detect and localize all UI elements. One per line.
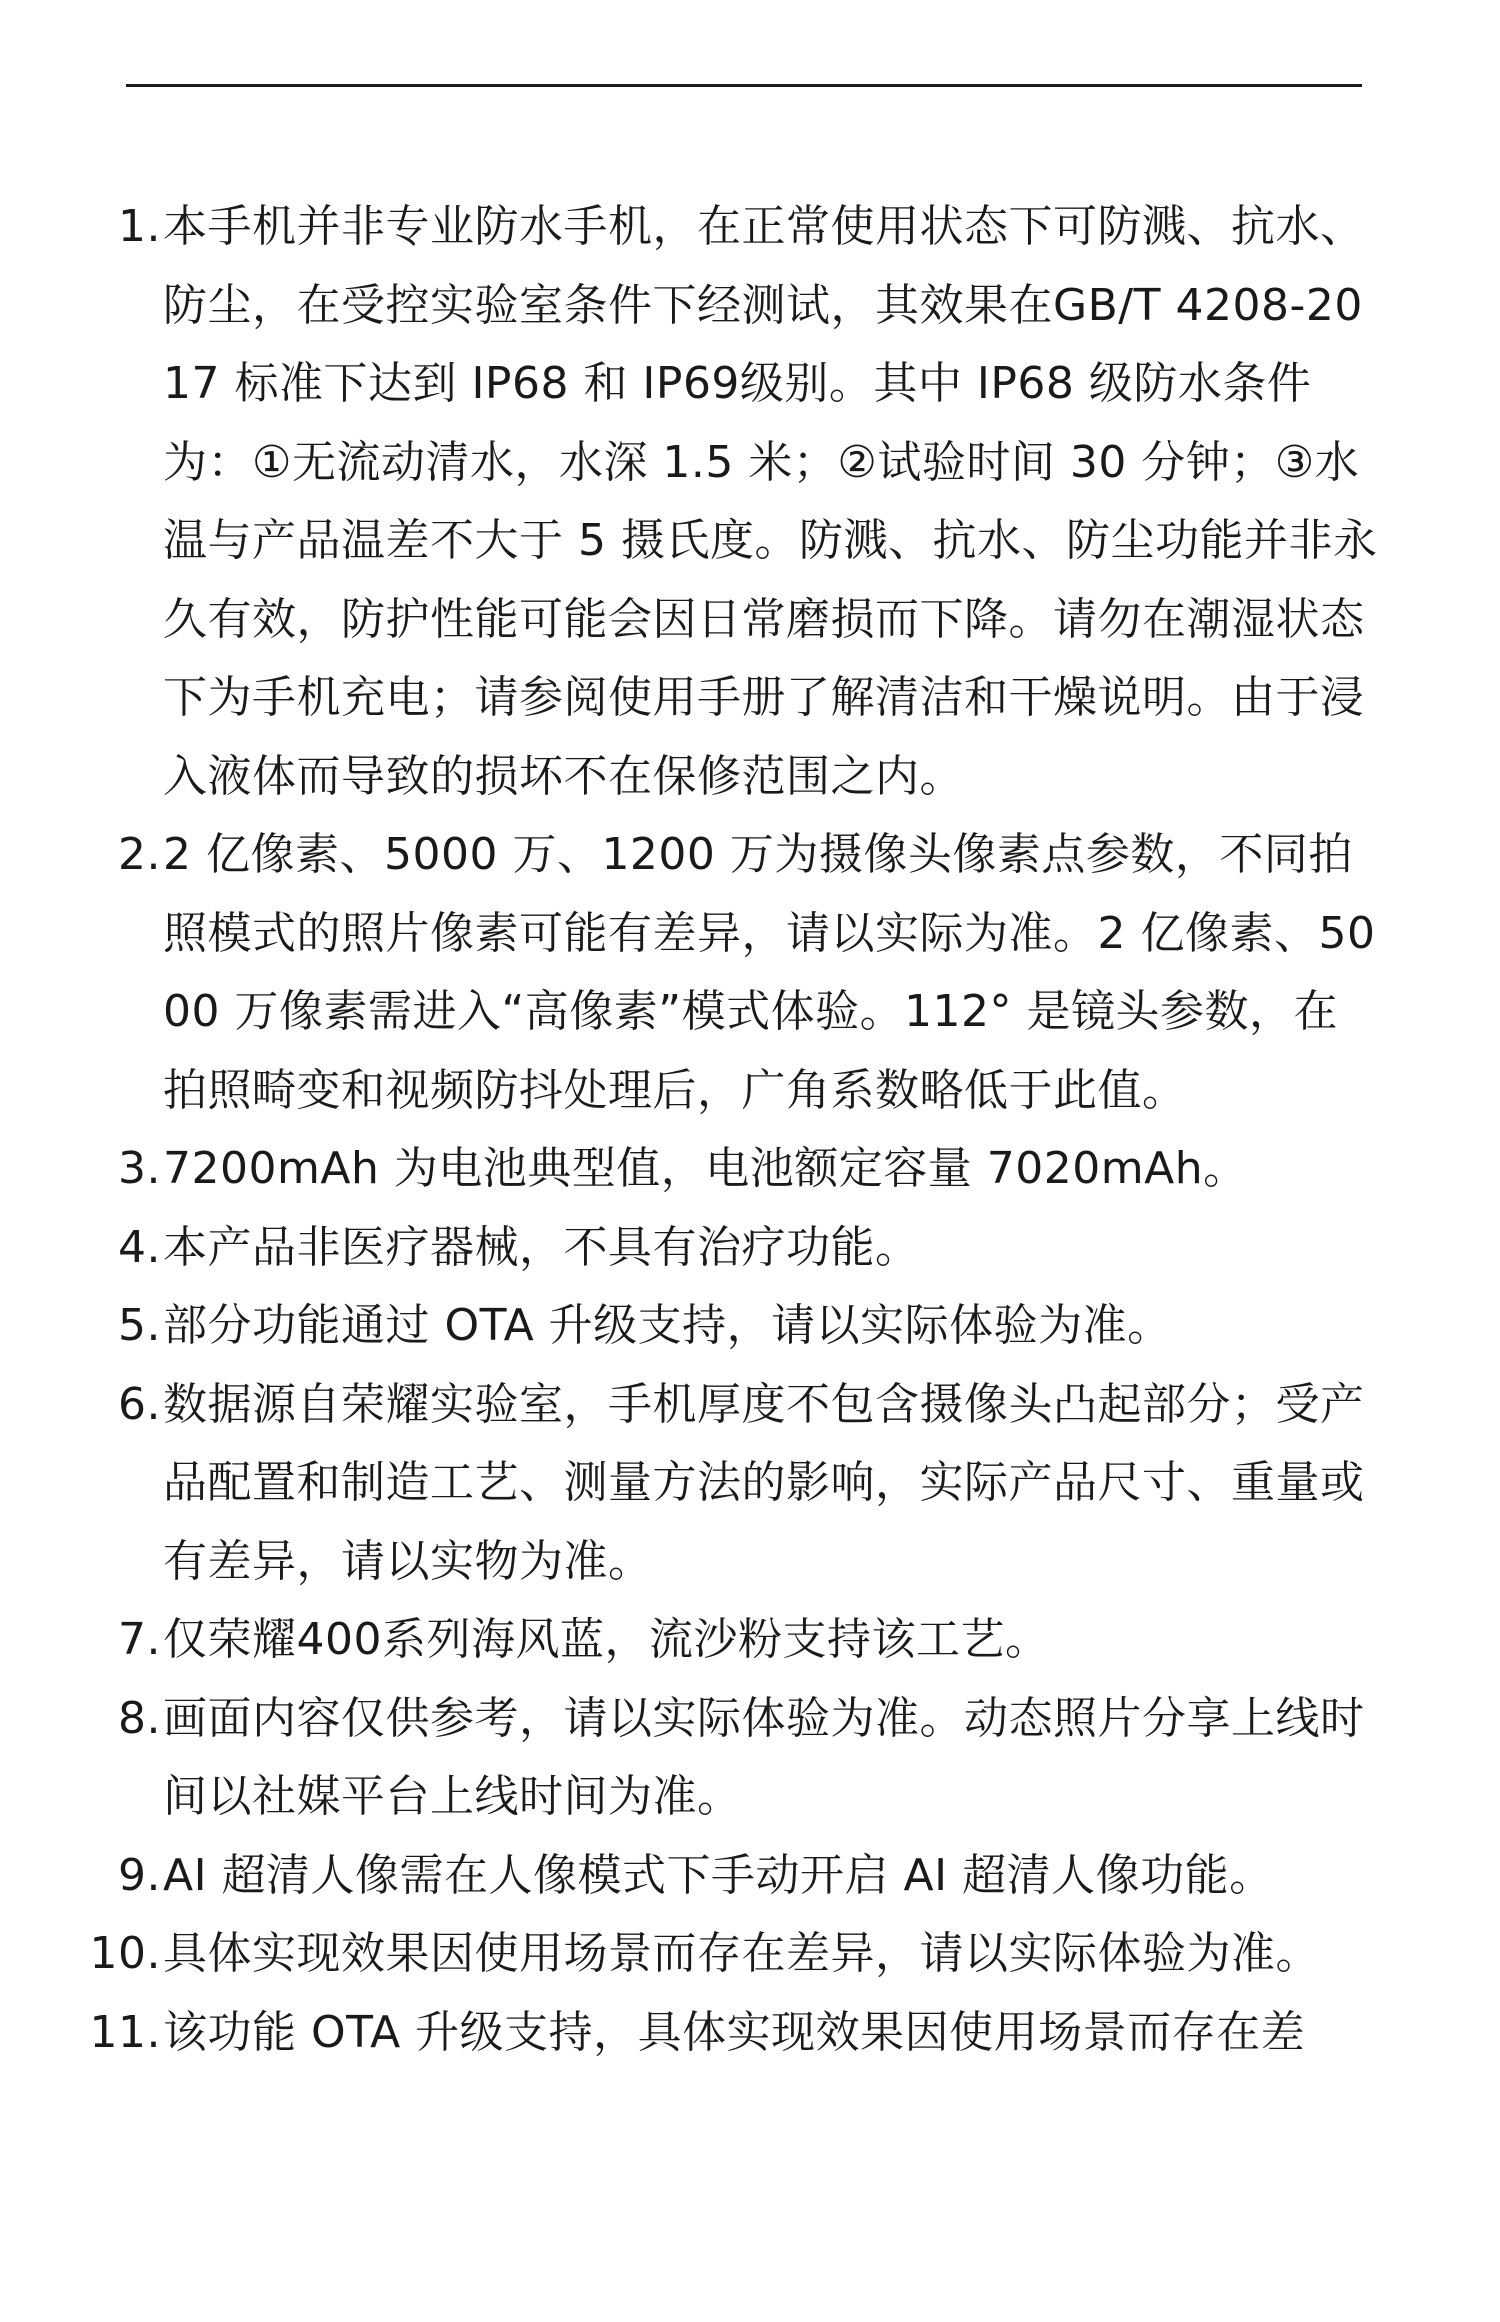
list-item (0, 1601, 1500, 1680)
item-number: 6. (118, 1378, 161, 1430)
item-text: 仅荣耀400系列海风蓝，流沙粉支持该工艺。 (163, 1614, 1050, 1665)
item-number: 11. (89, 2006, 161, 2058)
list-item (0, 816, 1500, 1130)
list-item (0, 1209, 1500, 1288)
item-number: 2. (118, 829, 161, 880)
item-text: 本产品非医疗器械，不具有治疗功能。 (163, 1221, 920, 1273)
list-item (0, 1915, 1500, 1994)
item-number: 3. (118, 1143, 161, 1194)
item-text: AI 超清人像需在人像模式下手动开启 AI 超清人像功能。 (163, 1849, 1274, 1901)
item-text: 具体实现效果因使用场景而存在差异，请以实际体验为准。 (163, 1928, 1320, 1979)
item-number: 1. (118, 201, 161, 252)
item-number: 5. (118, 1300, 161, 1351)
list-item (0, 188, 1500, 816)
item-number: 8. (118, 1692, 161, 1744)
item-number: 10. (89, 1928, 161, 1979)
item-text: 数据源自荣耀实验室，手机厚度不包含摄像头凸起部分；受产品配置和制造工艺、测量方法的影响，实际产品尺寸、重量或有差异，请以实物为准。 (163, 1378, 1365, 1587)
top-divider (126, 84, 1362, 87)
item-number: 7. (118, 1614, 161, 1665)
item-number: 4. (118, 1221, 161, 1273)
list-item (0, 1994, 1500, 2073)
list-item (0, 1366, 1500, 1602)
item-text: 该功能 OTA 升级支持，具体实现效果因使用场景而存在差 (163, 2006, 1306, 2058)
item-text: 部分功能通过 OTA 升级支持，请以实际体验为准。 (163, 1300, 1172, 1351)
disclaimer-list (0, 188, 1500, 2072)
list-item (0, 1287, 1500, 1366)
item-number: 9. (118, 1849, 161, 1901)
list-item (0, 1837, 1500, 1916)
list-item (0, 1680, 1500, 1837)
item-text: 本手机并非专业防水手机，在正常使用状态下可防溅、抗水、防尘，在受控实验室条件下经测试，其效果在GB/T 4208-2017 标准下达到 IP68 和 IP69级别。其中 IP68 级防水条件为：①无流动清水，水深 1.5 米；②试验时间 30 分钟；③水温与产品温差不大于 5 摄氏度。防溅、抗水、防尘功能并非永久有效，防护性能可能会因日常磨损而下降。请勿在潮湿状态下为手机充电；请参阅使用手册了解清洁和干燥说明。由于浸入液体而导致的损坏不在保修范围之内。 (163, 201, 1378, 802)
item-text: 2 亿像素、5000 万、1200 万为摄像头像素点参数，不同拍照模式的照片像素可能有差异，请以实际为准。2 亿像素、5000 万像素需进入“高像素”模式体验。112° 是镜头参数，在拍照畸变和视频防抖处理后，广角系数略低于此值。 (163, 829, 1376, 1116)
item-text: 画面内容仅供参考，请以实际体验为准。动态照片分享上线时间以社媒平台上线时间为准。 (163, 1692, 1365, 1822)
list-item (0, 1130, 1500, 1209)
item-text: 7200mAh 为电池典型值，电池额定容量 7020mAh。 (163, 1143, 1248, 1194)
